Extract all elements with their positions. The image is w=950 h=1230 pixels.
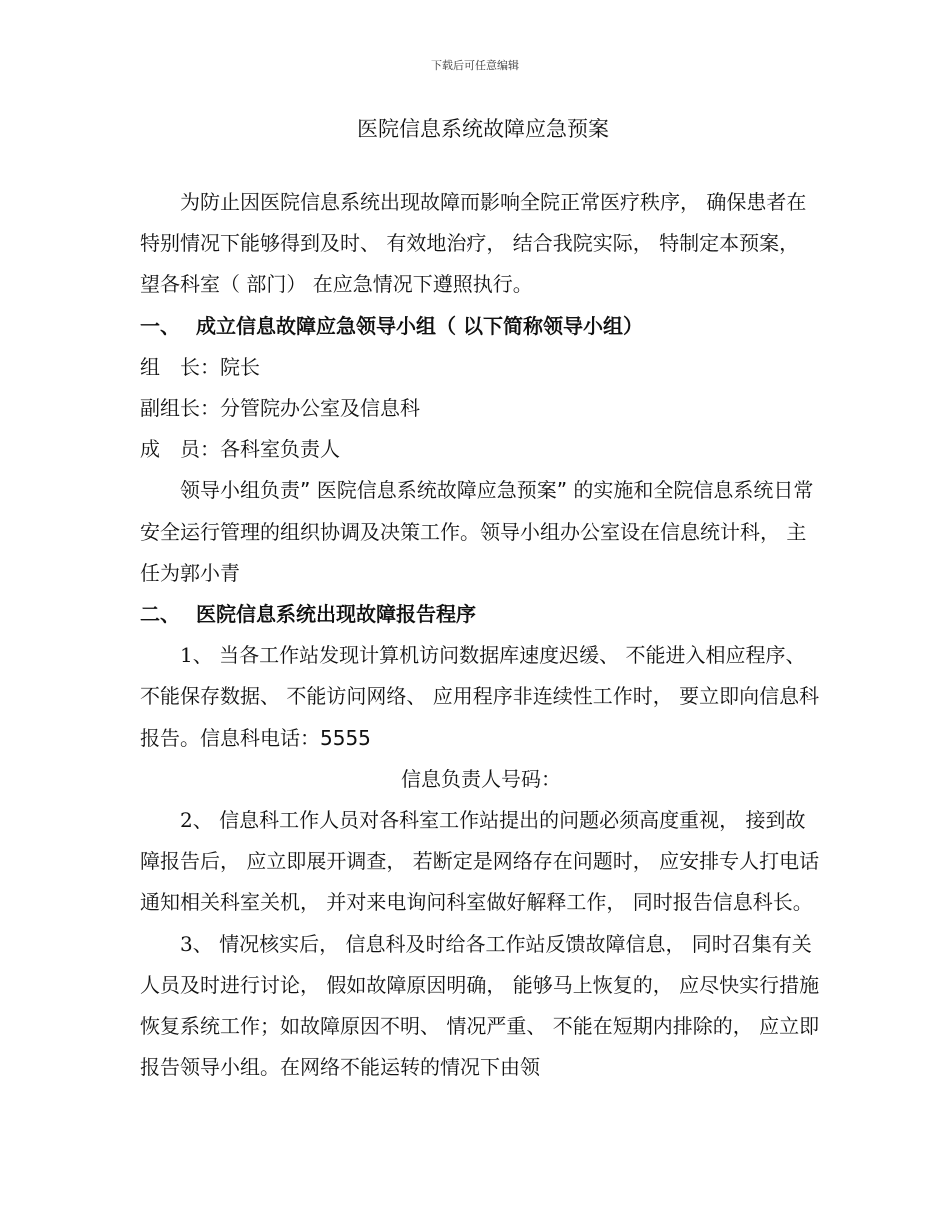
- item-number: 1、: [180, 643, 213, 668]
- section2-item-1: [140, 635, 822, 759]
- item-number: 3、: [180, 931, 213, 956]
- item-number: 2、: [180, 808, 213, 833]
- item-text: 当各工作站发现计算机访问数据库速度迟缓、 不能进入相应程序、 不能保存数据、 不能访问网络、 应用程序非连续性工作时， 要立即向信息科报告。信息科电话：5555: [140, 643, 820, 750]
- member-row-members: [140, 429, 822, 470]
- member-role: 成 员：: [140, 437, 220, 462]
- section2-item-2: [140, 800, 822, 924]
- section1-number: 一、: [140, 313, 180, 338]
- document-body: [140, 182, 822, 1088]
- section2-title: 医院信息系统出现故障报告程序: [196, 602, 476, 627]
- header-note: 下载后可任意编辑: [431, 59, 519, 72]
- item-text: 信息科工作人员对各科室工作站提出的问题必须高度重视， 接到故障报告后， 应立即展开调查， 若断定是网络存在问题时， 应安排专人打电话通知相关科室关机， 并对来电询问科室做好解释工作， 同时报告信息科长。: [140, 808, 820, 915]
- section1-heading: [140, 306, 822, 347]
- section1-title: 成立信息故障应急领导小组（ 以下简称领导小组）: [196, 313, 643, 338]
- section2-number: 二、: [140, 602, 180, 627]
- section2-item-3: [140, 924, 822, 1089]
- member-value: 院长: [220, 354, 260, 379]
- contact-line: 信息负责人号码：: [401, 766, 561, 791]
- item-text: 情况核实后， 信息科及时给各工作站反馈故障信息， 同时召集有关人员及时进行讨论， 假如故障原因明确， 能够马上恢复的， 应尽快实行措施恢复系统工作；如故障原因不明、 情况严重、 不能在短期内排除的， 应立即报告领导小组。在网络不能运转的情况下由领: [140, 931, 820, 1080]
- member-value: 分管院办公室及信息科: [220, 396, 420, 421]
- document-title: 医院信息系统故障应急预案: [357, 117, 609, 141]
- member-role: 组 长：: [140, 354, 220, 379]
- intro-paragraph: 为防止因医院信息系统出现故障而影响全院正常医疗秩序， 确保患者在特别情况下能够得到及时、 有效地治疗， 结合我院实际， 特制定本预案， 望各科室（ 部门） 在应急情况下遵照执行。: [140, 190, 807, 297]
- member-row-leader: [140, 347, 822, 388]
- member-row-deputy: [140, 388, 822, 429]
- section1-duty-paragraph: 领导小组负责” 医院信息系统故障应急预案” 的实施和全院信息系统日常安全运行管理的组织协调及决策工作。领导小组办公室设在信息统计科， 主任为郭小青: [140, 478, 814, 585]
- member-role: 副组长：: [140, 396, 220, 421]
- member-value: 各科室负责人: [220, 437, 340, 462]
- section2-heading: [140, 594, 822, 635]
